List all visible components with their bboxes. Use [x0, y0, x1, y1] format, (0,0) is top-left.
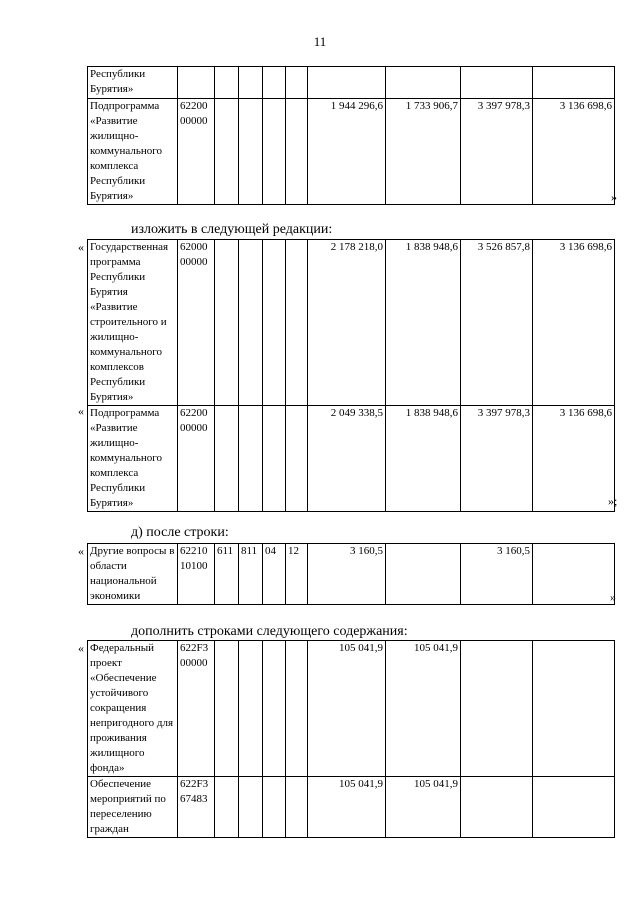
value-cell: 3 160,5	[308, 544, 386, 605]
value-cell	[533, 544, 615, 605]
opening-quote: «	[78, 404, 84, 418]
page-number: 11	[313, 34, 327, 49]
value-cell	[386, 67, 461, 99]
row-name-cell: Подпрограмма «Развитие жилищно-коммунального комплекса Республики Бурятия»	[88, 99, 178, 205]
value-cell: 3 160,5	[461, 544, 533, 605]
col-cell	[239, 99, 263, 205]
code-cell: 62000 00000	[178, 240, 215, 406]
closing-quote: »;	[608, 494, 618, 508]
value-cell: 105 041,9	[308, 641, 386, 777]
col-cell	[239, 67, 263, 99]
col-cell	[239, 777, 263, 838]
col-cell	[286, 406, 308, 512]
instruction-heading: дополнить строками следующего содержания:	[131, 624, 408, 639]
value-cell	[533, 67, 615, 99]
value-cell: 3 136 698,6	[533, 240, 615, 406]
budget-table-current	[87, 66, 615, 205]
value-cell	[533, 777, 615, 838]
opening-quote: «	[78, 641, 84, 655]
value-cell: 1 838 948,6	[386, 406, 461, 512]
col-cell	[263, 641, 286, 777]
col-cell	[215, 240, 239, 406]
value-cell: 2 049 338,5	[308, 406, 386, 512]
row-name-cell: Обеспечение мероприятий по переселению граждан	[88, 777, 178, 838]
budget-table-added-rows	[87, 640, 615, 838]
value-cell	[386, 544, 461, 605]
value-cell: 3 397 978,3	[461, 99, 533, 205]
value-cell: 105 041,9	[308, 777, 386, 838]
code-cell: 62200 00000	[178, 406, 215, 512]
col-cell	[286, 240, 308, 406]
col-cell	[263, 67, 286, 99]
col-cell	[239, 240, 263, 406]
value-cell: 3 526 857,8	[461, 240, 533, 406]
value-cell: 105 041,9	[386, 777, 461, 838]
col-cell: 611	[215, 544, 239, 605]
row-name-cell: Федеральный проект «Обеспечение устойчивого сокращения непригодного для проживания жилищного фонда»	[88, 641, 178, 777]
closing-quote: »	[611, 190, 617, 204]
closing-quote: »	[610, 590, 616, 604]
col-cell	[263, 777, 286, 838]
col-cell	[286, 99, 308, 205]
col-cell	[263, 406, 286, 512]
value-cell: 3 136 698,6	[533, 99, 615, 205]
budget-table-new-edition	[87, 239, 618, 512]
instruction-heading: изложить в следующей редакции:	[131, 222, 333, 237]
table-row	[88, 641, 615, 777]
row-name-cell: Государственная программа Республики Бурятия «Развитие строительного и жилищно-коммунального комплексов Республики Бурятия»	[88, 240, 178, 406]
col-cell	[263, 99, 286, 205]
value-cell: 1 944 296,6	[308, 99, 386, 205]
row-name-cell: Другие вопросы в области национальной экономики	[88, 544, 178, 605]
value-cell	[461, 777, 533, 838]
opening-quote: «	[78, 544, 84, 558]
budget-table-after-row	[87, 543, 615, 605]
col-cell: 12	[286, 544, 308, 605]
table-row	[88, 240, 615, 406]
col-cell: 04	[263, 544, 286, 605]
value-cell	[533, 641, 615, 777]
value-cell: 1 838 948,6	[386, 240, 461, 406]
col-cell	[263, 240, 286, 406]
value-cell: 1 733 906,7	[386, 99, 461, 205]
code-cell: 622F3 00000	[178, 641, 215, 777]
col-cell	[286, 67, 308, 99]
value-cell: 2 178 218,0	[308, 240, 386, 406]
col-cell	[215, 777, 239, 838]
value-cell: 3 136 698,6	[533, 406, 615, 512]
code-cell	[178, 67, 215, 99]
value-cell	[461, 67, 533, 99]
col-cell	[215, 641, 239, 777]
table-row	[88, 544, 615, 605]
col-cell	[215, 67, 239, 99]
value-cell: 3 397 978,3	[461, 406, 533, 512]
table-row	[88, 406, 615, 512]
value-cell: 105 041,9	[386, 641, 461, 777]
col-cell	[239, 641, 263, 777]
col-cell	[286, 641, 308, 777]
row-name-cell: Республики Бурятия»	[88, 67, 178, 99]
row-name-cell: Подпрограмма «Развитие жилищно-коммунального комплекса Республики Бурятия»	[88, 406, 178, 512]
code-cell: 62210 10100	[178, 544, 215, 605]
col-cell	[286, 777, 308, 838]
value-cell	[308, 67, 386, 99]
table-row	[88, 67, 615, 99]
code-cell: 62200 00000	[178, 99, 215, 205]
col-cell: 811	[239, 544, 263, 605]
table-row	[88, 99, 615, 205]
code-cell: 622F3 67483	[178, 777, 215, 838]
col-cell	[215, 99, 239, 205]
value-cell	[461, 641, 533, 777]
opening-quote: «	[78, 240, 84, 254]
instruction-heading: д) после строки:	[131, 525, 229, 540]
col-cell	[215, 406, 239, 512]
col-cell	[239, 406, 263, 512]
table-row	[88, 777, 615, 838]
